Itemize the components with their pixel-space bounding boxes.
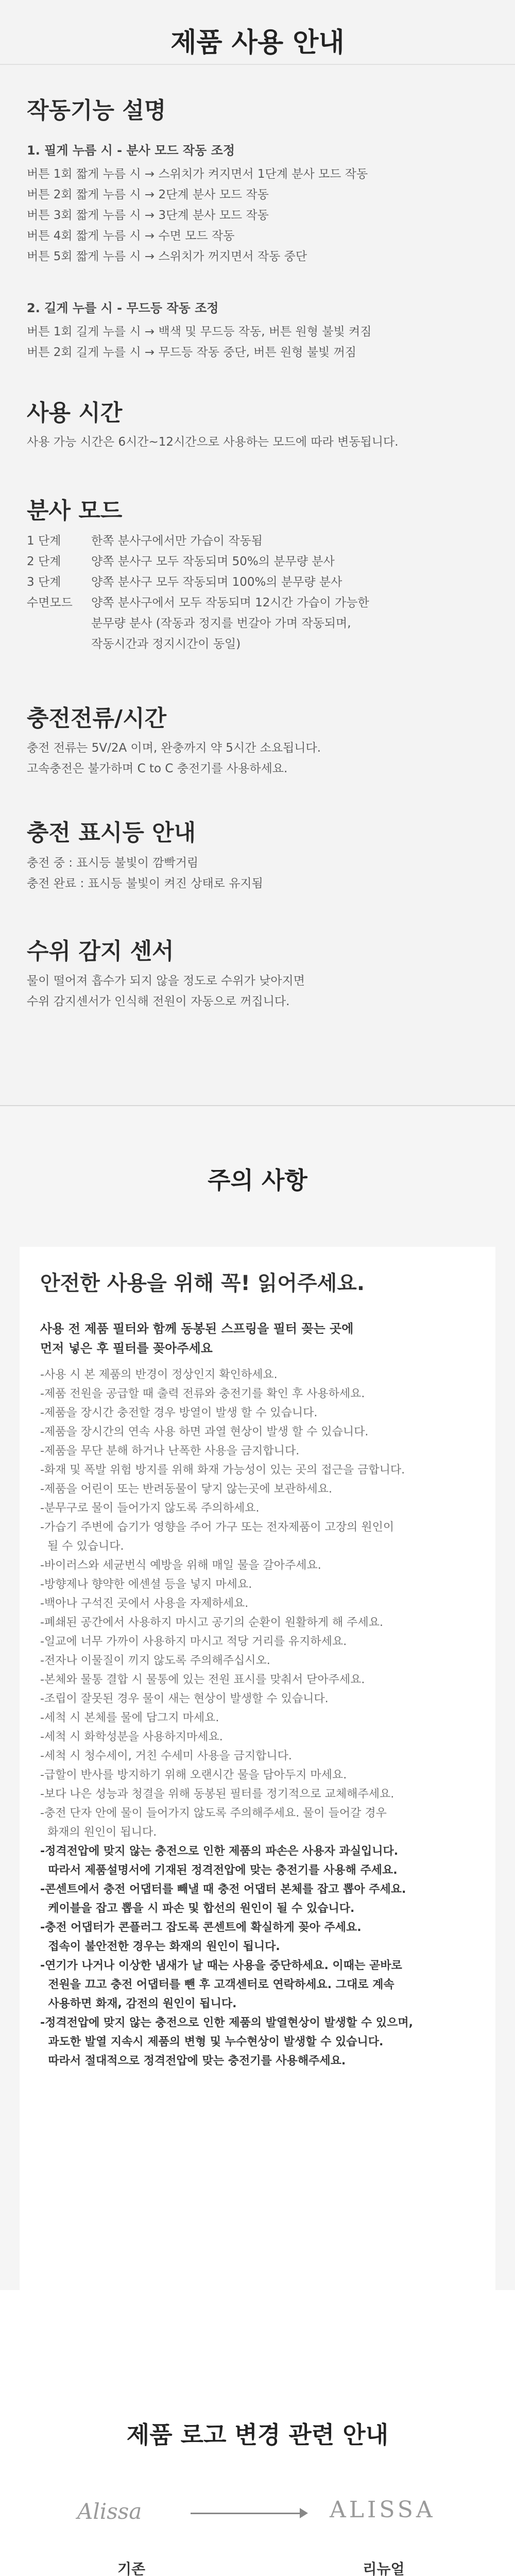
new-logo-caption: 리뉴얼 (363, 2561, 405, 2576)
warning-item: -충전 단자 안에 물이 들어가지 않도록 주의해주세요. 물이 들어갈 경우 (40, 1807, 387, 1820)
divider (0, 64, 515, 65)
warning-item: 화재의 원인이 됩니다. (40, 1826, 157, 1839)
mode-value: 양쪽 분사구에서 모두 작동되며 12시간 가습이 가능한 (91, 596, 369, 609)
mode-value: 양쪽 분사구 모두 작동되며 50%의 분무량 분사 (91, 555, 335, 568)
mode-key: 2 단계 (27, 555, 61, 568)
sublead-line: 사용 전 제품 필터와 함께 동봉된 스프링을 필터 꽂는 곳에 (40, 1321, 354, 1336)
warning-item: -본체와 물통 결합 시 물통에 있는 전원 표시를 맞춰서 닫아주세요. (40, 1673, 365, 1686)
warning-item: -백아나 구석진 곳에서 사용을 자제하세요. (40, 1597, 249, 1610)
water-line: 수위 감지센서가 인식해 전원이 자동으로 꺼집니다. (27, 995, 290, 1008)
charging-line: 충전 전류는 5V/2A 이며, 완충까지 약 5시간 소요됩니다. (27, 741, 321, 755)
group1-line: 버튼 1회 짧게 누름 시 → 스위치가 켜지면서 1단계 분사 모드 작동 (27, 167, 368, 181)
indicator-title: 충전 표시등 안내 (27, 820, 196, 846)
logo-change-title: 제품 로고 변경 관련 안내 (126, 2421, 389, 2449)
warning-item: -제품을 장시간 충전할 경우 방열이 발생 할 수 있습니다. (40, 1406, 318, 1419)
mode-key: 3 단계 (27, 575, 61, 589)
mode-row (27, 531, 490, 551)
warning-item: -제품을 장시간의 연속 사용 하면 과열 현상이 발생 할 수 있습니다. (40, 1426, 369, 1438)
mode-key: 수면모드 (27, 596, 73, 609)
indicator-lines (27, 853, 263, 894)
arrow-head-icon (300, 2508, 308, 2518)
group1-line: 버튼 3회 짧게 누름 시 → 3단계 분사 모드 작동 (27, 209, 269, 222)
warning-item: -세척 시 청수세이, 거친 수세미 사용을 금지합니다. (40, 1750, 292, 1762)
warning-item: -분무구로 물이 들어가지 않도록 주의하세요. (40, 1502, 260, 1515)
warning-item: 과도한 발열 지속시 제품의 변형 및 누수현상이 발생할 수 있습니다. (40, 2036, 384, 2048)
mode-value: 작동시간과 정지시간이 동일) (91, 637, 241, 651)
mode-value: 분무량 분사 (작동과 정지를 번갈아 가며 작동되며, (91, 617, 351, 630)
warning-item: -연기가 나거나 이상한 냄새가 날 때는 사용을 중단하세요. 이때는 곧바로 (40, 1959, 402, 1972)
warning-item: -전자나 이물질이 끼지 않도록 주의해주십시오. (40, 1654, 270, 1667)
warning-item: -사용 시 본 제품의 반경이 정상인지 확인하세요. (40, 1368, 278, 1381)
warning-item: -세척 시 화학성분을 사용하지마세요. (40, 1731, 223, 1743)
warning-item: -방향제나 향약한 에센셜 등을 넣지 마세요. (40, 1578, 252, 1591)
warning-item: -급할이 반사를 방지하기 위해 오랜시간 물을 담아두지 마세요. (40, 1769, 347, 1782)
warnings-title: 주의 사항 (208, 1166, 307, 1194)
mode-value: 한쪽 분사구에서만 가습이 작동됨 (91, 534, 263, 548)
old-logo-caption: 기존 (117, 2561, 146, 2576)
old-logo: Alissa (77, 2499, 142, 2524)
sublead-line: 먼저 넣은 후 필터를 꽂아주세요 (40, 1341, 213, 1355)
divider (0, 1105, 515, 1106)
warning-item: 접속이 불안전한 경우는 화재의 원인이 됩니다. (40, 1940, 280, 1953)
warning-item: -충전 어댑터가 콘플러그 잡도록 콘센트에 확실하게 꽂아 주세요. (40, 1921, 362, 1934)
warning-item: -화재 및 폭발 위험 방지를 위해 화재 가능성이 있는 곳의 접근을 금합니다. (40, 1464, 405, 1477)
group1-lines (27, 164, 368, 267)
group2-line: 버튼 2회 길게 누를 시 → 무드등 작동 중단, 버튼 원형 불빛 꺼짐 (27, 346, 356, 359)
group2-line: 버튼 1회 길게 누를 시 → 백색 및 무드등 작동, 버튼 원형 불빛 켜짐 (27, 325, 372, 338)
charging-lines (27, 738, 321, 779)
group1-title: 1. 필게 누름 시 - 분사 모드 작동 조정 (27, 143, 235, 158)
usage-time-title: 사용 시간 (27, 400, 123, 426)
usage-time-text: 사용 가능 시간은 6시간~12시간으로 사용하는 모드에 따라 변동됩니다. (27, 435, 399, 449)
warning-item: 될 수 있습니다. (40, 1540, 124, 1553)
mode-row (27, 634, 490, 654)
mode-key: 1 단계 (27, 534, 61, 548)
charging-line: 고속충전은 불가하며 C to C 충전기를 사용하세요. (27, 762, 288, 775)
group2-title: 2. 길게 누를 시 - 무드등 작동 조정 (27, 301, 219, 315)
group1-line: 버튼 5회 짧게 누름 시 → 스위치가 꺼지면서 작동 중단 (27, 250, 307, 263)
indicator-line: 충전 완료 : 표시등 불빛이 켜진 상태로 유지됨 (27, 877, 263, 890)
water-line: 물이 떨어져 흡수가 되지 않을 정도로 수위가 낮아지면 (27, 974, 305, 988)
warning-item: -보다 나은 성능과 청결을 위해 동봉된 필터를 정기적으로 교체해주세요. (40, 1788, 394, 1801)
water-sensor-title: 수위 감지 센서 (27, 938, 174, 964)
warning-item: 전원을 끄고 충전 어댑터를 뺀 후 고객센터로 연락하세요. 그대로 계속 (40, 1978, 394, 1991)
warning-item: 케이블을 잡고 뽑을 시 파손 및 합선의 원인이 될 수 있습니다. (40, 1902, 355, 1915)
charging-title: 충전전류/시간 (27, 705, 167, 732)
new-logo: ALISSA (330, 2497, 436, 2523)
spray-mode-title: 분사 모드 (27, 498, 123, 524)
warnings-list (40, 1365, 483, 2071)
warning-item: -제품을 무단 분해 하거나 난폭한 사용을 금지합니다. (40, 1445, 300, 1458)
mode-row (27, 551, 490, 572)
mode-row (27, 613, 490, 634)
group1-line: 버튼 4회 짧게 누름 시 → 수면 모드 작동 (27, 229, 235, 243)
warning-item: -정격전압에 맞지 않는 충전으로 인한 제품의 발열현상이 발생할 수 있으며, (40, 2016, 413, 2029)
mode-value: 양쪽 분사구 모두 작동되며 100%의 분무량 분사 (91, 575, 342, 589)
warning-item: -조립이 잘못된 경우 물이 새는 현상이 발생할 수 있습니다. (40, 1692, 329, 1705)
warnings-sublead (40, 1319, 483, 1358)
warning-item: -세척 시 본체를 물에 담그지 마세요. (40, 1711, 219, 1724)
warning-item: -제품 전원을 공급할 때 출력 전류와 충전기를 확인 후 사용하세요. (40, 1387, 365, 1400)
warning-item: -바이러스와 세균번식 예방을 위해 매일 물을 갈아주세요. (40, 1559, 321, 1572)
mode-key (27, 634, 91, 654)
indicator-line: 충전 중 : 표시등 불빛이 깜빡거림 (27, 856, 199, 870)
warning-item: -콘센트에서 충전 어댑터를 빼낼 때 충전 어댑터 본체를 잡고 뽑아 주세요. (40, 1883, 406, 1896)
water-sensor-lines (27, 971, 305, 1012)
warning-item: -가습기 주변에 습기가 영향을 주어 가구 또는 전자제품이 고장의 원인이 (40, 1521, 394, 1534)
function-title: 작동기능 설명 (27, 97, 166, 124)
warning-item: -폐쇄된 공간에서 사용하지 마시고 공기의 순환이 원활하게 해 주세요. (40, 1616, 383, 1629)
group1-line: 버튼 2회 짧게 누름 시 → 2단계 분사 모드 작동 (27, 188, 269, 201)
warning-item: 사용하면 화재, 감전의 원인이 됩니다. (40, 1997, 237, 2010)
group2-lines (27, 321, 372, 363)
warning-item: 따라서 절대적으로 정격전압에 맞는 충전기를 사용해주세요. (40, 2055, 346, 2067)
page-title: 제품 사용 안내 (170, 27, 345, 58)
spray-mode-table (27, 531, 490, 654)
logo-arrow (191, 2513, 304, 2514)
mode-key (27, 613, 91, 634)
warnings-lead: 안전한 사용을 위해 꼭! 읽어주세요. (40, 1272, 365, 1295)
warning-item: -일교에 너무 가까이 사용하지 마시고 적당 거리를 유지하세요. (40, 1635, 347, 1648)
mode-row (27, 572, 490, 592)
warning-item: -정격전압에 맞지 않는 충전으로 인한 제품의 파손은 사용자 과실입니다. (40, 1845, 399, 1858)
mode-row (27, 592, 490, 613)
warning-item: -제품을 어린이 또는 반려동물이 닿지 않는곳에 보관하세요. (40, 1483, 332, 1496)
warning-item: 따라서 제품설명서에 기재된 정격전압에 맞는 충전기를 사용해 주세요. (40, 1864, 398, 1877)
